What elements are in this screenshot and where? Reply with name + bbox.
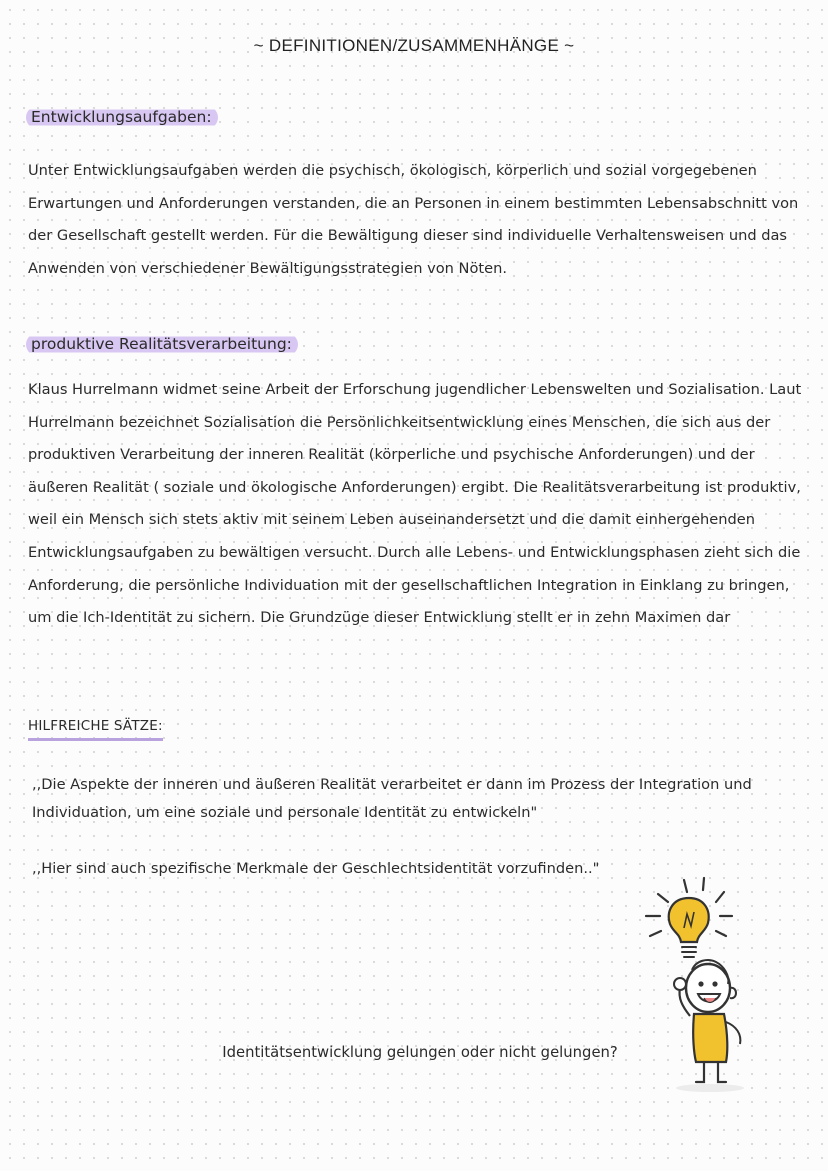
heading-entwicklungsaufgaben: Entwicklungsaufgaben:: [26, 106, 218, 129]
closing-question: Identitätsentwicklung gelungen oder nicht gelungen?: [222, 1044, 618, 1061]
paragraph-realitaetsverarbeitung: Klaus Hurrelmann widmet seine Arbeit der Erforschung jugendlicher Lebenswelten und Sozialisation. Laut Hurrelmann bezeichnet Sozialisation die Persönlichkeitsentwicklung eines Menschen, die sich aus der produktiven Verarbeitung der inneren Realität (körperliche und psychische Anforderungen) und der äußeren Realität ( soziale und ökologische Anforderungen) ergibt. Die Realitätsverarbeitung ist produktiv, weil ein Mensch sich stets aktiv mit seinem Leben auseinandersetzt und die damit einhergehenden Entwicklungsaufgaben zu bewältigen versucht. Durch alle Lebens- und Entwicklungsphasen zieht sich die Anforderung, die persönliche Individuation mit der gesellschaftlichen Integration in Einklang zu bringen, um die Ich-Identität zu sichern. Die Grundzüge dieser Entwicklung stellt er in zehn Maximen dar: [28, 381, 802, 627]
paragraph-entwicklungsaufgaben: Unter Entwicklungsaufgaben werden die psychisch, ökologisch, körperlich und sozial vorgegebenen Erwartungen und Anforderungen verstanden, die an Personen in einem bestimmten Lebensabschnitt von der Gesellschaft gestellt werden. Für die Bewältigung dieser sind individuelle Verhaltensweisen und das Anwenden von verschiedener Bewältigungsstrategien von Nöten.: [28, 162, 799, 277]
page-title: ~ DEFINITIONEN/ZUSAMMENHÄNGE ~: [253, 36, 575, 55]
lightbulb-person-icon: [634, 876, 754, 1096]
heading-hilfreiche-saetze: HILFREICHE SÄTZE:: [28, 718, 163, 741]
quote-1: ,,Die Aspekte der inneren und äußeren Realität verarbeitet er dann im Prozess der Integration und Individuation, um eine soziale und personale Identität zu entwickeln": [32, 776, 752, 821]
heading-realitaetsverarbeitung: produktive Realitätsverarbeitung:: [26, 333, 298, 356]
quote-2: ,,Hier sind auch spezifische Merkmale der Geschlechtsidentität vorzufinden..": [32, 860, 600, 877]
